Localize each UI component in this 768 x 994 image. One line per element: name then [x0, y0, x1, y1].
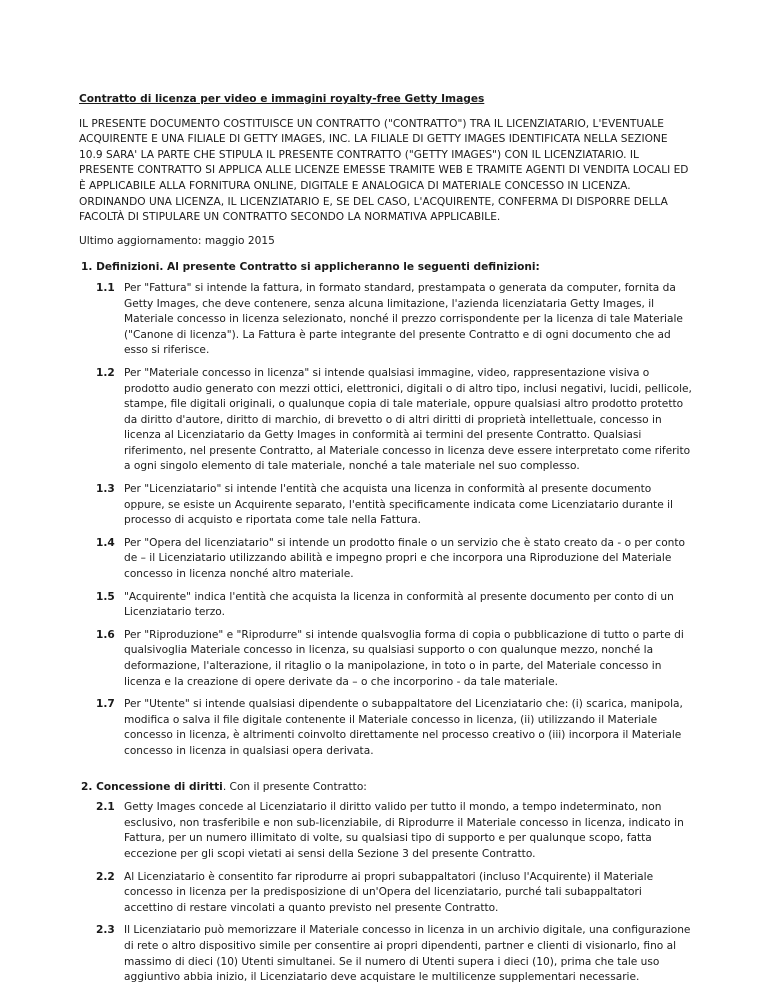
clause-1-6	[79, 628, 694, 690]
clause-2-3	[79, 923, 694, 985]
clause-number: 1.1	[96, 281, 115, 294]
clause-number: 1.2	[96, 366, 115, 379]
clause-text: "Acquirente" indica l'entità che acquista la licenza in conformità al presente documento per conto di un Licenziatario terzo.	[124, 590, 674, 619]
clause-text: Per "Utente" si intende qualsiasi dipendente o subappaltatore del Licenziatario che: (i) scarica, manipola, modifica o salva il file digitale contenente il Materiale concesso in licenza, (ii) utilizzando il Materiale concesso in licenza, è altrimenti coinvolto direttamente nel processo creativo o (iii) incorpora il Materiale concesso in licenza in qualsiasi opera derivata.	[124, 698, 683, 757]
clause-number: 1.3	[96, 483, 115, 496]
clause-1-3	[79, 482, 694, 529]
clause-text: Per "Materiale concesso in licenza" si intende qualsiasi immagine, video, rappresentazione visiva o prodotto audio generato con mezzi ottici, elettronici, digitali o di altro tipo, inclusi negativi, lucidi, pellicole, stampe, file digitali originali, o qualunque copia di tale materiale, oppure qualsiasi altro prodotto protetto da diritto d'autore, diritto di marchio, di brevetto o di altri diritti di proprietà intellettuale, concesso in licenza al Licenziatario da Getty Images in conformità ai termini del presente Contratto. Qualsiasi riferimento, nel presente Contratto, al Materiale concesso in licenza deve essere interpretato come riferito a ogni singolo elemento di tale materiale, nonché a tale materiale nel suo complesso.	[124, 366, 692, 473]
clause-2-1	[79, 800, 694, 862]
clause-1-1	[79, 281, 694, 359]
document-body	[79, 92, 694, 993]
last-updated: Ultimo aggiornamento: maggio 2015	[79, 234, 275, 247]
clause-text: Il Licenziatario può memorizzare il Materiale concesso in licenza in un archivio digitale, una configurazione di rete o altro dispositivo simile per consentire ai propri dipendenti, partner e clienti di visionarlo, fino al massimo di dieci (10) Utenti simultanei. Se il numero di Utenti supera i dieci (10), prima che tale uso aggiuntivo abbia inizio, il Licenziatario deve acquistare le multilicenze supplementari necessarie.	[124, 924, 691, 984]
clause-text: Per "Opera del licenziatario" si intende un prodotto finale o un servizio che è stato creato da - o per conto de – il Licenziatario utilizzando abilità e impegno propri e che incorpora una Riproduzione del Materiale concesso in licenza nonché altro materiale.	[124, 536, 686, 581]
clause-text: Al Licenziatario è consentito far riprodurre ai propri subappaltatori (incluso l'Acquirente) il Materiale concesso in licenza per la predisposizione di un'Opera del licenziatario, purché tali subappaltatori accettino di restare vincolati a quanto previsto nel presente Contratto.	[124, 870, 654, 914]
preamble-paragraph: IL PRESENTE DOCUMENTO COSTITUISCE UN CONTRATTO ("CONTRATTO") TRA IL LICENZIATARIO, L'EVENTUALE ACQUIRENTE E UNA FILIALE DI GETTY IMAGES, INC. LA FILIALE DI GETTY IMAGES IDENTIFICATA NELLA SEZIONE 10.9 SARA' LA PARTE CHE STIPULA IL PRESENTE CONTRATTO ("GETTY IMAGES") CON IL LICENZIATARIO. IL PRESENTE CONTRATTO SI APPLICA ALLE LICENZE EMESSE TRAMITE WEB E TRAMITE AGENTI DI VENDITA LOCALI ED È APPLICABILE ALLA FORNITURA ONLINE, DIGITALE E ANALOGICA DI MATERIALE CONCESSO IN LICENZA. ORDINANDO UNA LICENZA, IL LICENZIATARIO E, SE DEL CASO, L'ACQUIRENTE, CONFERMA DI DISPORRE DELLA FACOLTÀ DI STIPULARE UN CONTRATTO SECONDO LA NORMATIVA APPLICABILE.	[79, 117, 689, 224]
clause-number: 2.3	[96, 924, 115, 937]
section-1-heading	[81, 260, 694, 276]
clause-number: 2.1	[96, 801, 115, 814]
clause-2-2	[79, 870, 694, 917]
clause-number: 1.7	[96, 698, 115, 711]
section-2-title-rest: . Con il presente Contratto:	[222, 780, 367, 793]
document-title: Contratto di licenza per video e immagini royalty-free Getty Images	[79, 93, 485, 105]
clause-number: 1.4	[96, 536, 115, 549]
clause-1-7	[79, 697, 694, 759]
clause-text: Getty Images concede al Licenziatario il diritto valido per tutto il mondo, a tempo indeterminato, non esclusivo, non trasferibile e non sub-licenziabile, di Riprodurre il Materiale concesso in licenza, indicato in Fattura, per un numero illimitato di volte, su qualsiasi tipo di supporto e per qualunque scopo, fatta eccezione per gli scopi vietati ai sensi della Sezione 3 del presente Contratto.	[124, 801, 684, 860]
clause-text: Per "Riproduzione" e "Riprodurre" si intende qualsvoglia forma di copia o pubblicazione di tutto o parte di qualsivoglia Materiale concesso in licenza, su qualsiasi supporto o con qualunque mezzo, nonché la deformazione, l'alterazione, il ritaglio o la manipolazione, in toto o in parte, del Materiale concesso in licenza e la creazione di opere derivate da – o che incorporino - da tale materiale.	[124, 628, 684, 688]
section-2-heading	[81, 780, 694, 796]
clause-1-2	[79, 366, 694, 475]
clause-number: 1.6	[96, 628, 115, 641]
clause-1-5	[79, 590, 694, 621]
section-1-title: 1. Definizioni. Al presente Contratto si applicheranno le seguenti definizioni:	[81, 261, 540, 274]
clause-number: 2.2	[96, 870, 115, 883]
clause-text: Per "Fattura" si intende la fattura, in formato standard, prestampata o generata da computer, fornita da Getty Images, che deve contenere, senza alcuna limitazione, l'azienda licenziataria Getty Images, il Materiale concesso in licenza selezionato, nonché il prezzo corrispondente per la licenza di tale Materiale ("Canone di licenza"). La Fattura è parte integrante del presente Contratto e di ogni documento che ad esso si riferisce.	[124, 281, 683, 357]
section-2-title: 2. Concessione di diritti	[81, 780, 223, 793]
clause-text: Per "Licenziatario" si intende l'entità che acquista una licenza in conformità al presente documento oppure, se esiste un Acquirente separato, l'entità specificamente indicata come Licenziatario durante il processo di acquisto e riportata come tale nella Fattura.	[124, 483, 673, 527]
section-spacer	[79, 767, 694, 780]
clause-1-4	[79, 536, 694, 583]
clause-number: 1.5	[96, 590, 115, 603]
